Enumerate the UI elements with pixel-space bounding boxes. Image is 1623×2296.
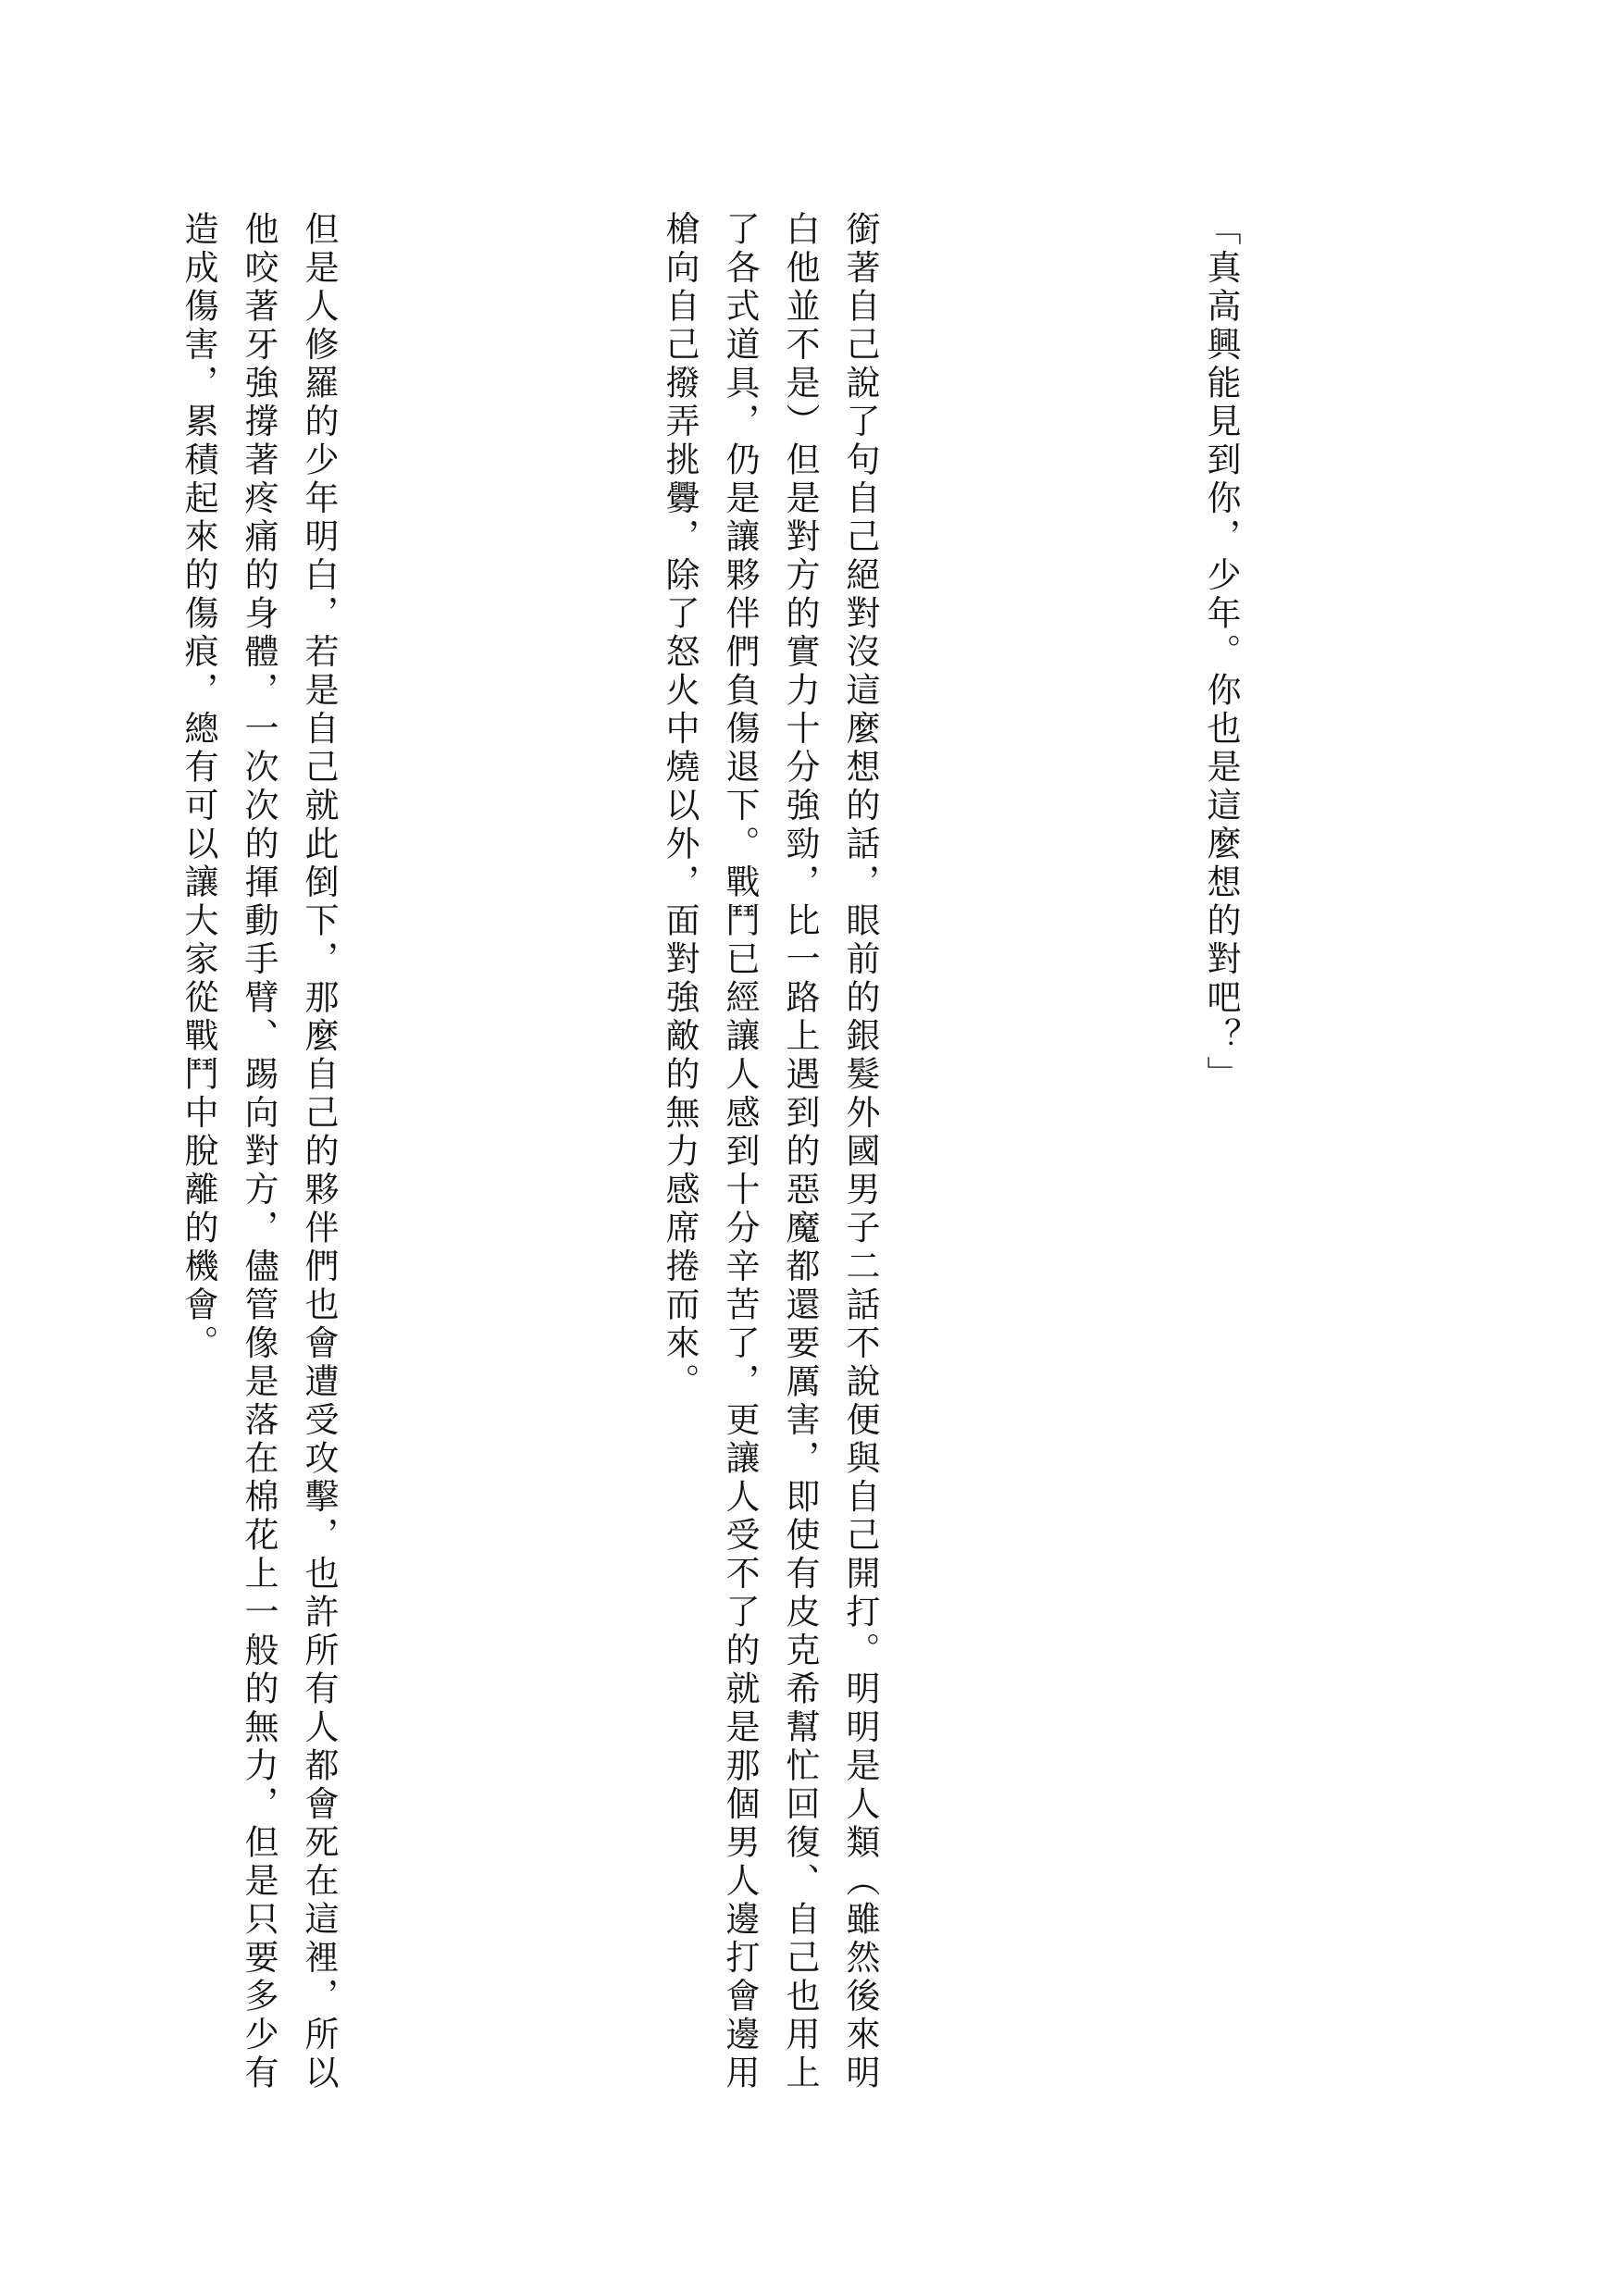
paragraph-gap [469, 211, 529, 2117]
vertical-text-body [0, 211, 1371, 2117]
paragraph-1: 「真高興能見到你，少年。你也是這麼想的對吧？」 [1201, 211, 1241, 1095]
paragraph-2: 銜著自己說了句自己絕對沒這麼想的話，眼前的銀髮外國男子二話不說便與自己開打。明明是人類（雖然後來明白他並不是）但是對方的實力十分強勁，比一路上遇到的惡魔都還要厲害，即使有皮克希幫忙回復、自己也用上了各式道具，仍是讓夥伴們負傷退下。戰鬥已經讓人感到十分辛苦了，更讓人受不了的就是那個男人邊打會邊用槍向自己撥弄挑釁，除了怒火中燒以外，面對強敵的無力感席捲而來。 [660, 211, 880, 2093]
paragraph-gap [0, 211, 48, 2117]
paragraph-3: 但是人修羅的少年明白，若是自己就此倒下，那麼自己的夥伴們也會遭受攻擊，也許所有人都會死在這裡，所以他咬著牙強撐著疼痛的身體，一次次的揮動手臂、踢向對方，儘管像是落在棉花上一般的無力，但是只要多少有造成傷害，累積起來的傷痕，總有可以讓大家從戰鬥中脫離的機會。 [179, 211, 339, 2093]
paragraph-gap [1010, 211, 1071, 2117]
